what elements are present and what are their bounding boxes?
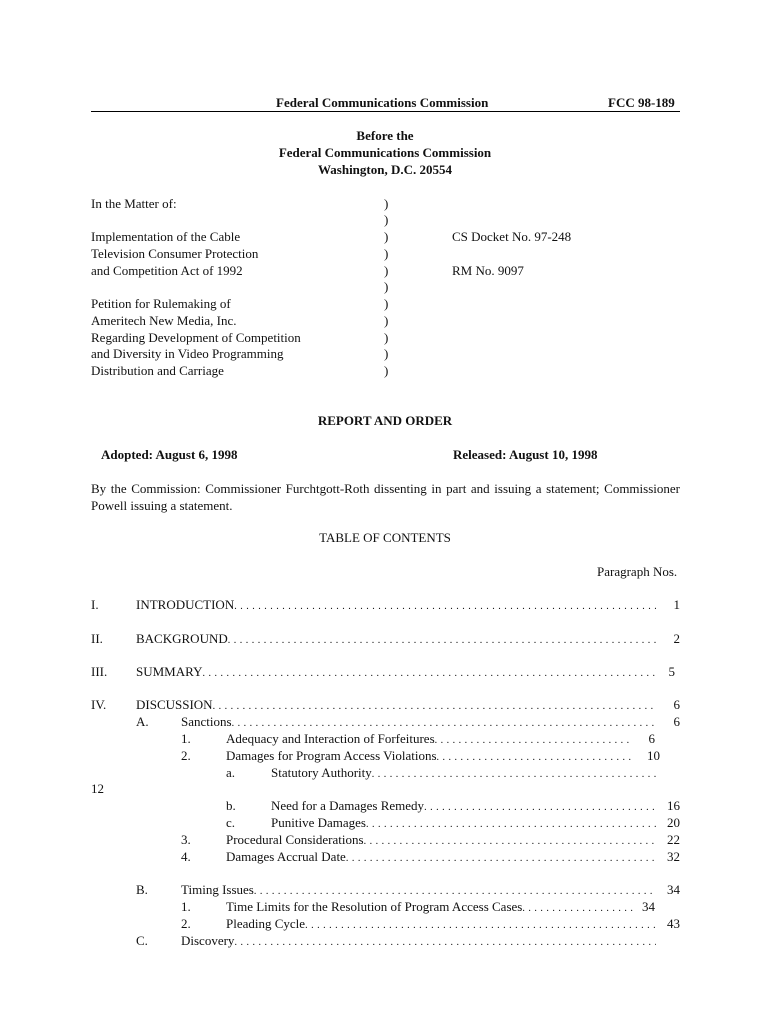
toc-entry-number: A.	[136, 714, 149, 729]
toc-leader	[232, 716, 656, 732]
toc-leader	[202, 666, 656, 682]
report-title: REPORT AND ORDER	[317, 413, 453, 428]
toc-entry	[226, 748, 631, 766]
toc-entry	[136, 697, 656, 715]
caption-paren: )	[384, 279, 389, 294]
header-agency: Federal Communications Commission	[276, 95, 489, 110]
toc-entry-page: 34	[642, 899, 655, 914]
rm-number: RM No. 9097	[452, 263, 524, 278]
toc-entry-label: DISCUSSION	[136, 697, 213, 712]
toc-entry-label: Time Limits for the Resolution of Program Access Cases	[226, 899, 523, 914]
toc-entry-number: 1.	[181, 731, 191, 746]
toc-leader	[234, 935, 656, 951]
matter-line: and Competition Act of 1992	[91, 263, 243, 278]
toc-entry-number: I.	[91, 597, 99, 612]
toc-entry-label: SUMMARY	[136, 664, 203, 679]
toc-leader	[372, 767, 656, 783]
toc-leader	[228, 633, 656, 649]
toc-entry-label: Statutory Authority	[271, 765, 372, 780]
toc-leader	[305, 918, 656, 934]
toc-entry	[271, 815, 656, 833]
toc-entry-page: 6	[673, 697, 680, 712]
toc-entry-page: 5	[668, 664, 675, 679]
toc-entry	[136, 597, 656, 615]
toc-leader	[234, 599, 656, 615]
before-line-2: Federal Communications Commission	[278, 145, 492, 160]
toc-entry-number: B.	[136, 882, 148, 897]
toc-leader	[213, 699, 656, 715]
by-commission-paragraph: By the Commission: Commissioner Furchtgott-Roth dissenting in part and issuing a statement; Commissioner Powell issuing a statement.	[91, 481, 680, 513]
matter-line: Television Consumer Protection	[91, 246, 259, 261]
toc-entry	[226, 916, 656, 934]
released-date: Released: August 10, 1998	[453, 447, 598, 462]
toc-entry-number: C.	[136, 933, 148, 948]
matter-line: In the Matter of:	[91, 196, 177, 211]
caption-paren: )	[384, 313, 389, 328]
toc-entry	[226, 731, 631, 749]
header-doc-number: FCC 98-189	[608, 95, 675, 110]
toc-entry-page: 20	[667, 815, 680, 830]
toc-leader	[346, 851, 656, 867]
toc-entry-number: c.	[226, 815, 236, 830]
toc-entry-page: 34	[667, 882, 680, 897]
toc-leader	[424, 800, 656, 816]
toc-entry	[136, 664, 656, 682]
matter-line: Implementation of the Cable	[91, 229, 241, 244]
toc-entry-label: Damages Accrual Date	[226, 849, 346, 864]
toc-entry-number: a.	[226, 765, 236, 780]
toc-entry-page: 16	[667, 798, 680, 813]
caption-paren: )	[384, 263, 389, 278]
toc-entry-page: 10	[647, 748, 660, 763]
matter-line: Distribution and Carriage	[91, 363, 224, 378]
toc-entry-label: Sanctions	[181, 714, 232, 729]
toc-entry	[136, 631, 656, 649]
before-line-1: Before the	[356, 128, 414, 143]
toc-entry	[271, 798, 656, 816]
matter-line: Regarding Development of Competition	[91, 330, 301, 345]
toc-entry-page: 32	[667, 849, 680, 864]
toc-entry	[226, 849, 656, 867]
caption-paren: )	[384, 330, 389, 345]
toc-entry-label: BACKGROUND	[136, 631, 228, 646]
toc-entry	[181, 714, 656, 732]
toc-entry	[226, 899, 636, 917]
header-rule	[91, 111, 680, 112]
toc-entry-label: INTRODUCTION	[136, 597, 235, 612]
adopted-date: Adopted: August 6, 1998	[101, 447, 238, 462]
caption-paren: )	[384, 363, 389, 378]
toc-entry-number: 2.	[181, 916, 191, 931]
toc-entry-number: b.	[226, 798, 236, 813]
toc-entry	[181, 882, 656, 900]
toc-entry	[226, 832, 656, 850]
toc-title: TABLE OF CONTENTS	[319, 530, 451, 545]
toc-entry-number: III.	[91, 664, 108, 679]
matter-line: and Diversity in Video Programming	[91, 346, 284, 361]
toc-entry-number: 4.	[181, 849, 191, 864]
toc-entry-label: Damages for Program Access Violations	[226, 748, 437, 763]
toc-leader	[254, 884, 656, 900]
toc-entry-number: II.	[91, 631, 103, 646]
caption-paren: )	[384, 196, 389, 211]
toc-entry-number: IV.	[91, 697, 107, 712]
toc-entry-number: 2.	[181, 748, 191, 763]
toc-entry-label: Punitive Damages	[271, 815, 366, 830]
toc-entry-number: 1.	[181, 899, 191, 914]
before-line-3: Washington, D.C. 20554	[318, 162, 452, 177]
toc-entry-number: 3.	[181, 832, 191, 847]
caption-paren: )	[384, 229, 389, 244]
toc-entry-page-wrapped: 12	[91, 781, 104, 796]
toc-entry-label: Procedural Considerations	[226, 832, 364, 847]
toc-entry-label: Need for a Damages Remedy	[271, 798, 425, 813]
toc-entry	[181, 933, 656, 951]
caption-paren: )	[384, 346, 389, 361]
toc-entry-page: 6	[648, 731, 655, 746]
toc-entry-label: Pleading Cycle	[226, 916, 306, 931]
toc-entry-page: 43	[667, 916, 680, 931]
toc-paragraph-nos: Paragraph Nos.	[597, 564, 678, 579]
toc-leader	[522, 901, 636, 917]
caption-paren: )	[384, 246, 389, 261]
docket-number: CS Docket No. 97-248	[452, 229, 572, 244]
toc-entry	[271, 765, 656, 783]
matter-line: Petition for Rulemaking of	[91, 296, 231, 311]
toc-entry-page: 22	[667, 832, 680, 847]
caption-paren: )	[384, 296, 389, 311]
toc-entry-label: Discovery	[181, 933, 235, 948]
toc-entry-label: Adequacy and Interaction of Forfeitures	[226, 731, 435, 746]
toc-leader	[435, 733, 631, 749]
toc-entry-label: Timing Issues	[181, 882, 254, 897]
toc-entry-page: 2	[673, 631, 680, 646]
toc-entry-page: 1	[673, 597, 680, 612]
toc-leader	[366, 817, 656, 833]
caption-paren: )	[384, 212, 389, 227]
toc-leader	[364, 834, 656, 850]
matter-line: Ameritech New Media, Inc.	[91, 313, 237, 328]
toc-leader	[437, 750, 631, 766]
toc-entry-page: 6	[673, 714, 680, 729]
